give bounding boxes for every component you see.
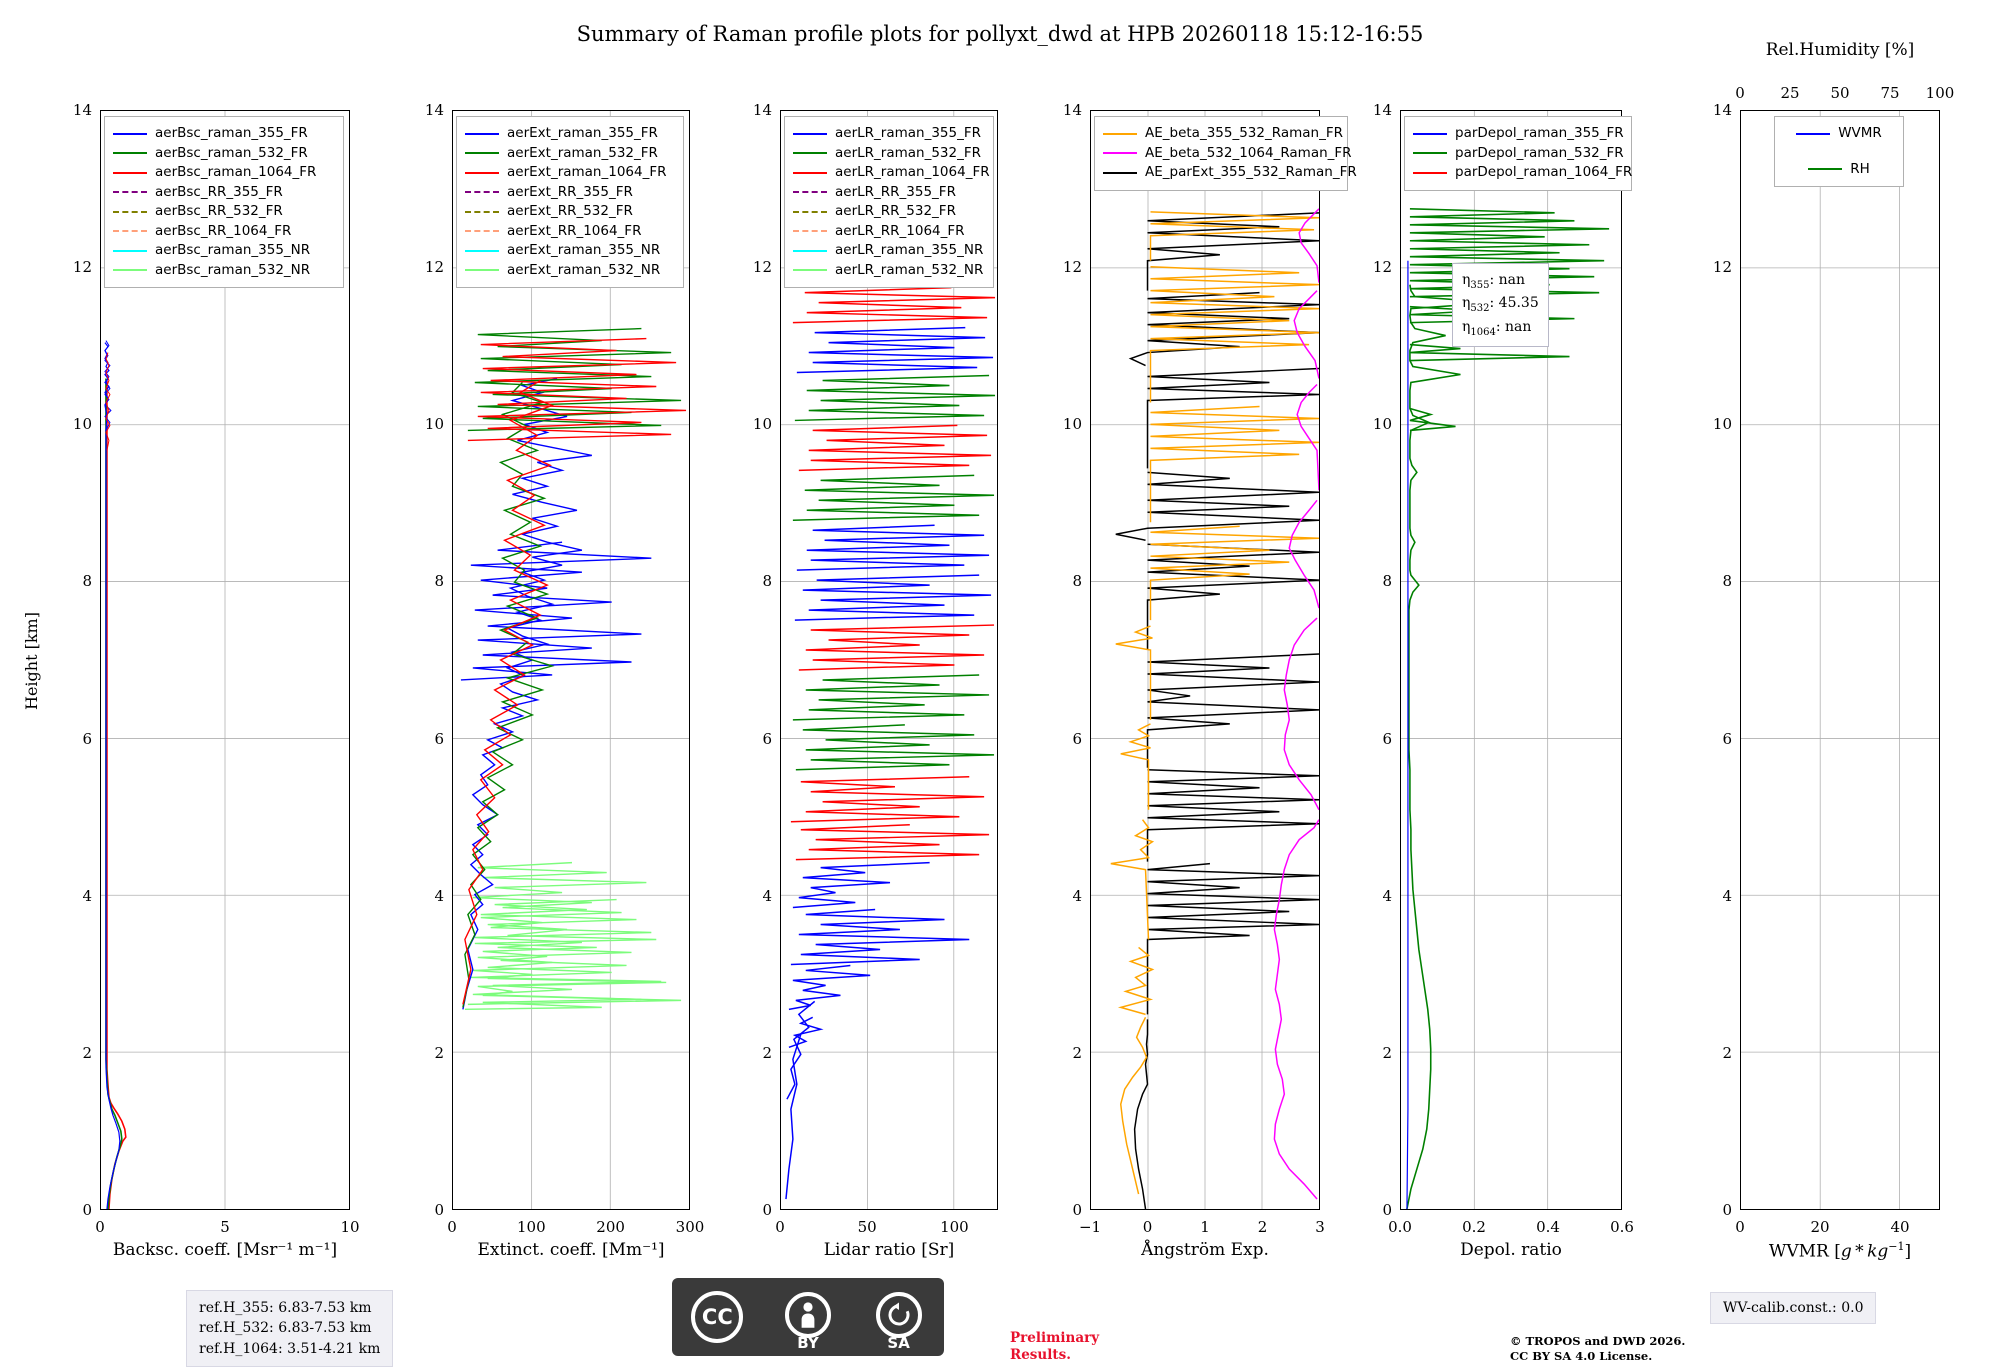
ytick-bsc-14: 14 <box>72 101 92 119</box>
yaxis-label-height: Height [km] <box>22 612 41 710</box>
ref-h-355: ref.H_355: 6.83-7.53 km <box>199 1300 372 1316</box>
legend-label: aerBsc_raman_355_NR <box>155 242 311 258</box>
legend-swatch-icon <box>1103 172 1137 174</box>
legend-item[interactable] <box>113 183 335 203</box>
legend-item[interactable] <box>793 202 985 222</box>
legend-swatch-icon <box>793 269 827 271</box>
ytick-wv-8: 8 <box>1722 572 1732 591</box>
ytick-ae-2: 2 <box>1072 1043 1082 1062</box>
ytick-lr-14: 14 <box>752 101 772 119</box>
legend-swatch-icon <box>113 230 147 232</box>
ytick-bsc-2: 2 <box>82 1043 92 1062</box>
ytick-ae-8: 8 <box>1072 572 1082 591</box>
ytick-wv-4: 4 <box>1722 886 1732 905</box>
wv-calibration-box <box>1710 1292 1876 1324</box>
legend-label: aerLR_raman_355_NR <box>835 242 984 258</box>
legend-label: parDepol_raman_532_FR <box>1455 144 1624 161</box>
cc-by-cell <box>763 1278 854 1356</box>
ytick-dep-8: 8 <box>1382 572 1392 591</box>
legend-swatch-icon <box>113 133 147 135</box>
legend-label: aerLR_raman_1064_FR <box>835 164 990 180</box>
legend-swatch-icon <box>1413 133 1447 135</box>
cc-sa-cell <box>853 1278 944 1356</box>
legend-label: aerExt_RR_532_FR <box>507 203 633 219</box>
legend-swatch-icon <box>1413 172 1447 174</box>
eta-1064-value: nan <box>1505 318 1532 335</box>
xtick-dep-06: 0.6 <box>1610 1218 1634 1236</box>
chart-panel-lidar-ratio <box>752 101 998 1260</box>
ytick-ext-12: 12 <box>424 258 444 277</box>
xtick-wv-40: 40 <box>1890 1218 1910 1236</box>
ref-h-1064: ref.H_1064: 3.51-4.21 km <box>199 1340 381 1357</box>
legend-swatch-icon <box>1796 133 1830 135</box>
ytick-ae-4: 4 <box>1072 886 1082 905</box>
legend-item[interactable] <box>793 163 990 183</box>
xtick-rh-75: 75 <box>1880 84 1900 102</box>
ytick-bsc-8: 8 <box>82 572 92 591</box>
xtick-ext-200: 200 <box>596 1218 625 1236</box>
legend-swatch-icon <box>465 269 499 271</box>
legend-label: AE_parExt_355_532_Raman_FR <box>1145 164 1357 180</box>
legend-item[interactable] <box>793 124 985 144</box>
cc-by-label: BY <box>797 1334 819 1352</box>
xtick-ae-3: 3 <box>1315 1218 1325 1236</box>
legend-swatch-icon <box>1103 133 1137 135</box>
xtick-rh-100: 100 <box>1925 84 1955 102</box>
ytick-wv-6: 6 <box>1722 729 1732 748</box>
legend-item[interactable] <box>113 222 335 242</box>
legend-swatch-icon <box>465 133 499 135</box>
legend-item[interactable] <box>465 144 675 164</box>
legend-item[interactable] <box>465 183 675 203</box>
legend-swatch-icon <box>1103 152 1137 154</box>
legend-item[interactable] <box>793 183 985 203</box>
legend-item[interactable] <box>1783 124 1895 144</box>
ytick-lr-8: 8 <box>762 572 772 591</box>
ytick-bsc-12: 12 <box>72 258 92 277</box>
legend-label: aerExt_RR_355_FR <box>507 183 633 200</box>
legend-backscatter <box>104 116 344 288</box>
ref-h-532: ref.H_532: 6.83-7.53 km <box>199 1320 372 1337</box>
xaxis-label-extinction: Extinct. coeff. [Mm⁻¹] <box>477 1240 665 1260</box>
legend-item[interactable] <box>113 124 335 144</box>
xtick-bsc-5: 5 <box>220 1218 230 1236</box>
ytick-ext-4: 4 <box>434 886 444 905</box>
preliminary-results-note <box>1010 1330 1099 1364</box>
legend-item[interactable] <box>113 144 335 164</box>
ytick-ae-6: 6 <box>1072 729 1082 748</box>
legend-swatch-icon <box>113 152 147 154</box>
preliminary-line-2: Results. <box>1010 1346 1071 1363</box>
ytick-ext-14: 14 <box>424 101 444 119</box>
cc-license-badge[interactable] <box>672 1278 944 1356</box>
page-title: Summary of Raman profile plots for pollyxt_dwd at HPB 20260118 15:12-16:55 <box>576 22 1424 46</box>
eta-1064: $\eta_{1064}$: nan <box>1462 318 1532 338</box>
legend-item[interactable] <box>793 144 985 164</box>
legend-swatch-icon <box>113 172 147 174</box>
eta-532-value: 45.35 <box>1498 295 1539 312</box>
cc-sa-label: SA <box>887 1334 910 1352</box>
legend-item[interactable] <box>113 202 335 222</box>
chart-panel-extinction <box>424 101 705 1260</box>
legend-item[interactable] <box>113 163 335 183</box>
cc-icon <box>691 1291 743 1343</box>
legend-swatch-icon <box>113 250 147 252</box>
legend-swatch-icon <box>465 152 499 154</box>
legend-label: aerLR_RR_1064_FR <box>835 222 965 239</box>
share-alike-icon <box>876 1292 922 1338</box>
xtick-ext-300: 300 <box>675 1218 705 1236</box>
xtick-ae-0: 0 <box>1142 1218 1153 1236</box>
xaxis-label-angstrom: Ångström Exp. <box>1141 1240 1269 1260</box>
legend-wvmr-rh <box>1774 116 1904 187</box>
legend-label: aerLR_raman_532_FR <box>835 144 981 161</box>
ytick-ext-6: 6 <box>434 729 444 748</box>
legend-item[interactable] <box>465 261 675 281</box>
legend-label: aerLR_RR_355_FR <box>835 183 956 200</box>
xtick-bsc-0: 0 <box>95 1218 105 1236</box>
legend-item[interactable] <box>465 241 675 261</box>
legend-swatch-icon <box>113 211 147 213</box>
legend-item[interactable] <box>465 202 675 222</box>
legend-item[interactable] <box>1413 124 1623 144</box>
legend-swatch-icon <box>465 211 499 213</box>
xtick-rh-25: 25 <box>1780 84 1800 102</box>
legend-swatch-icon <box>113 269 147 271</box>
copyright-line-1: © TROPOS and DWD 2026. <box>1510 1334 1686 1348</box>
cc-logo-cell <box>672 1278 763 1356</box>
legend-label: aerExt_raman_355_NR <box>507 242 661 258</box>
legend-label: aerLR_raman_532_NR <box>835 261 984 278</box>
ytick-dep-0: 0 <box>1382 1201 1392 1219</box>
legend-swatch-icon <box>465 172 499 174</box>
chart-panel-backscatter <box>22 101 360 1260</box>
cc-label: CC <box>701 1305 733 1329</box>
ytick-dep-14: 14 <box>1372 101 1392 119</box>
copyright-note <box>1510 1334 1685 1364</box>
legend-swatch-icon <box>465 191 499 193</box>
legend-swatch-icon <box>793 133 827 135</box>
legend-label: aerExt_RR_1064_FR <box>507 222 642 239</box>
ytick-dep-2: 2 <box>1382 1043 1392 1062</box>
xaxis-label-rel-humidity: Rel.Humidity [%] <box>1765 40 1915 60</box>
ytick-bsc-10: 10 <box>72 415 92 434</box>
ytick-wv-14: 14 <box>1712 101 1732 119</box>
legend-lidar-ratio <box>784 116 994 288</box>
legend-label: aerBsc_raman_532_NR <box>155 261 311 278</box>
xtick-lr-0: 0 <box>775 1218 785 1236</box>
xtick-ext-100: 100 <box>516 1218 546 1236</box>
legend-item[interactable] <box>465 222 675 242</box>
ytick-ae-12: 12 <box>1062 258 1082 277</box>
legend-item[interactable] <box>465 124 675 144</box>
legend-label: aerExt_raman_1064_FR <box>507 164 667 180</box>
legend-swatch-icon <box>793 230 827 232</box>
legend-label: RH <box>1850 160 1870 177</box>
xtick-rh-0: 0 <box>1735 84 1745 102</box>
legend-label: parDepol_raman_355_FR <box>1455 125 1624 141</box>
legend-item[interactable] <box>113 241 335 261</box>
plot-area-angstrom <box>1090 110 1320 1210</box>
ytick-ext-8: 8 <box>434 572 444 591</box>
legend-label: WVMR <box>1838 125 1882 141</box>
eta-annotation-box <box>1452 263 1549 347</box>
legend-swatch-icon <box>465 230 499 232</box>
chart-panel-angstrom <box>1062 101 1357 1260</box>
legend-label: aerExt_raman_532_NR <box>507 261 661 278</box>
legend-label: aerBsc_RR_1064_FR <box>155 222 292 239</box>
legend-item[interactable] <box>1413 144 1623 164</box>
ytick-dep-12: 12 <box>1372 258 1392 277</box>
xtick-lr-100: 100 <box>940 1218 969 1236</box>
xtick-ext-0: 0 <box>447 1218 457 1236</box>
ytick-lr-4: 4 <box>762 886 772 905</box>
reference-height-box <box>186 1290 393 1367</box>
xtick-ae-2: 2 <box>1257 1218 1268 1236</box>
legend-label: aerBsc_raman_532_FR <box>155 144 308 161</box>
legend-item[interactable] <box>1783 160 1895 180</box>
xaxis-label-lidar-ratio: Lidar ratio [Sr] <box>823 1240 955 1260</box>
ytick-ae-14: 14 <box>1062 101 1082 119</box>
chart-panel-depolarization <box>1372 101 1634 1260</box>
ytick-dep-4: 4 <box>1382 886 1392 905</box>
legend-item[interactable] <box>1413 163 1633 183</box>
ytick-ext-0: 0 <box>434 1201 444 1219</box>
legend-item[interactable] <box>793 241 985 261</box>
legend-swatch-icon <box>1413 152 1447 154</box>
legend-swatch-icon <box>793 211 827 213</box>
ytick-dep-6: 6 <box>1382 729 1392 748</box>
xtick-dep-0: 0.0 <box>1388 1218 1412 1236</box>
ytick-dep-10: 10 <box>1372 415 1392 434</box>
eta-355: $\eta_{355}$: nan <box>1462 272 1526 291</box>
legend-label: aerLR_RR_532_FR <box>835 203 956 219</box>
xtick-dep-04: 0.4 <box>1536 1218 1560 1236</box>
legend-label: AE_beta_532_1064_Raman_FR <box>1145 144 1352 161</box>
chart-panel-wvmr-rh <box>1712 40 1955 1262</box>
ytick-ae-0: 0 <box>1072 1201 1082 1219</box>
ytick-bsc-6: 6 <box>82 729 92 748</box>
xtick-bsc-10: 10 <box>340 1218 360 1236</box>
legend-swatch-icon <box>465 250 499 252</box>
xtick-wv-0: 0 <box>1735 1218 1745 1236</box>
legend-label: aerExt_raman_355_FR <box>507 125 658 141</box>
ytick-wv-12: 12 <box>1712 258 1732 277</box>
legend-label: AE_beta_355_532_Raman_FR <box>1145 125 1343 141</box>
ytick-bsc-4: 4 <box>82 886 92 905</box>
xtick-ae-1: 1 <box>1200 1218 1210 1236</box>
xaxis-label-backscatter: Backsc. coeff. [Msr⁻¹ m⁻¹] <box>112 1240 338 1260</box>
plot-area-wvmr-rh <box>1740 110 1940 1210</box>
legend-item[interactable] <box>113 261 335 281</box>
preliminary-line-1: Preliminary <box>1010 1330 1100 1346</box>
legend-item[interactable] <box>793 261 985 281</box>
xaxis-label-wvmr: WVMR $[g * kg^{-1}]$ <box>1768 1240 1912 1262</box>
xtick-ae-m1: −1 <box>1078 1218 1102 1236</box>
person-icon <box>785 1292 831 1338</box>
ytick-ext-2: 2 <box>434 1043 444 1062</box>
legend-swatch-icon <box>793 152 827 154</box>
legend-item[interactable] <box>793 222 985 242</box>
xtick-lr-50: 50 <box>857 1218 877 1236</box>
legend-label: parDepol_raman_1064_FR <box>1455 164 1633 180</box>
legend-swatch-icon <box>793 172 827 174</box>
xtick-rh-50: 50 <box>1830 84 1850 102</box>
legend-swatch-icon <box>1808 168 1842 170</box>
legend-label: aerBsc_RR_355_FR <box>155 183 283 200</box>
wv-calib-label: WV-calib.const.: 0.0 <box>1723 1300 1864 1316</box>
copyright-line-2: CC BY SA 4.0 License. <box>1510 1348 1653 1363</box>
legend-label: aerExt_raman_532_FR <box>507 144 658 161</box>
ytick-ext-10: 10 <box>424 415 444 434</box>
eta-532: $\eta_{532}$: 45.35 <box>1462 295 1539 315</box>
xaxis-label-depolarization: Depol. ratio <box>1460 1240 1562 1260</box>
legend-label: aerBsc_raman_1064_FR <box>155 164 317 180</box>
legend-angstrom <box>1094 116 1357 191</box>
legend-extinction <box>456 116 684 288</box>
legend-item[interactable] <box>1103 144 1352 164</box>
ytick-ae-10: 10 <box>1062 415 1082 434</box>
ytick-lr-6: 6 <box>762 729 772 748</box>
ytick-lr-0: 0 <box>762 1201 772 1219</box>
legend-depolarization <box>1404 116 1632 191</box>
ytick-lr-12: 12 <box>752 258 772 277</box>
legend-item[interactable] <box>465 163 675 183</box>
xtick-wv-20: 20 <box>1810 1218 1830 1236</box>
ytick-wv-2: 2 <box>1722 1043 1732 1062</box>
legend-item[interactable] <box>1103 124 1343 144</box>
ytick-lr-10: 10 <box>752 415 772 434</box>
legend-swatch-icon <box>113 191 147 193</box>
legend-swatch-icon <box>793 191 827 193</box>
ytick-lr-2: 2 <box>762 1043 772 1062</box>
legend-swatch-icon <box>793 250 827 252</box>
legend-label: aerBsc_RR_532_FR <box>155 203 283 219</box>
eta-355-value: nan <box>1498 272 1526 288</box>
ytick-wv-0: 0 <box>1722 1201 1732 1219</box>
xtick-dep-02: 0.2 <box>1462 1218 1486 1236</box>
ytick-bsc-0: 0 <box>82 1201 92 1219</box>
ytick-wv-10: 10 <box>1712 415 1732 434</box>
legend-label: aerLR_raman_355_FR <box>835 125 981 141</box>
legend-label: aerBsc_raman_355_FR <box>155 125 308 141</box>
legend-item[interactable] <box>1103 163 1357 183</box>
